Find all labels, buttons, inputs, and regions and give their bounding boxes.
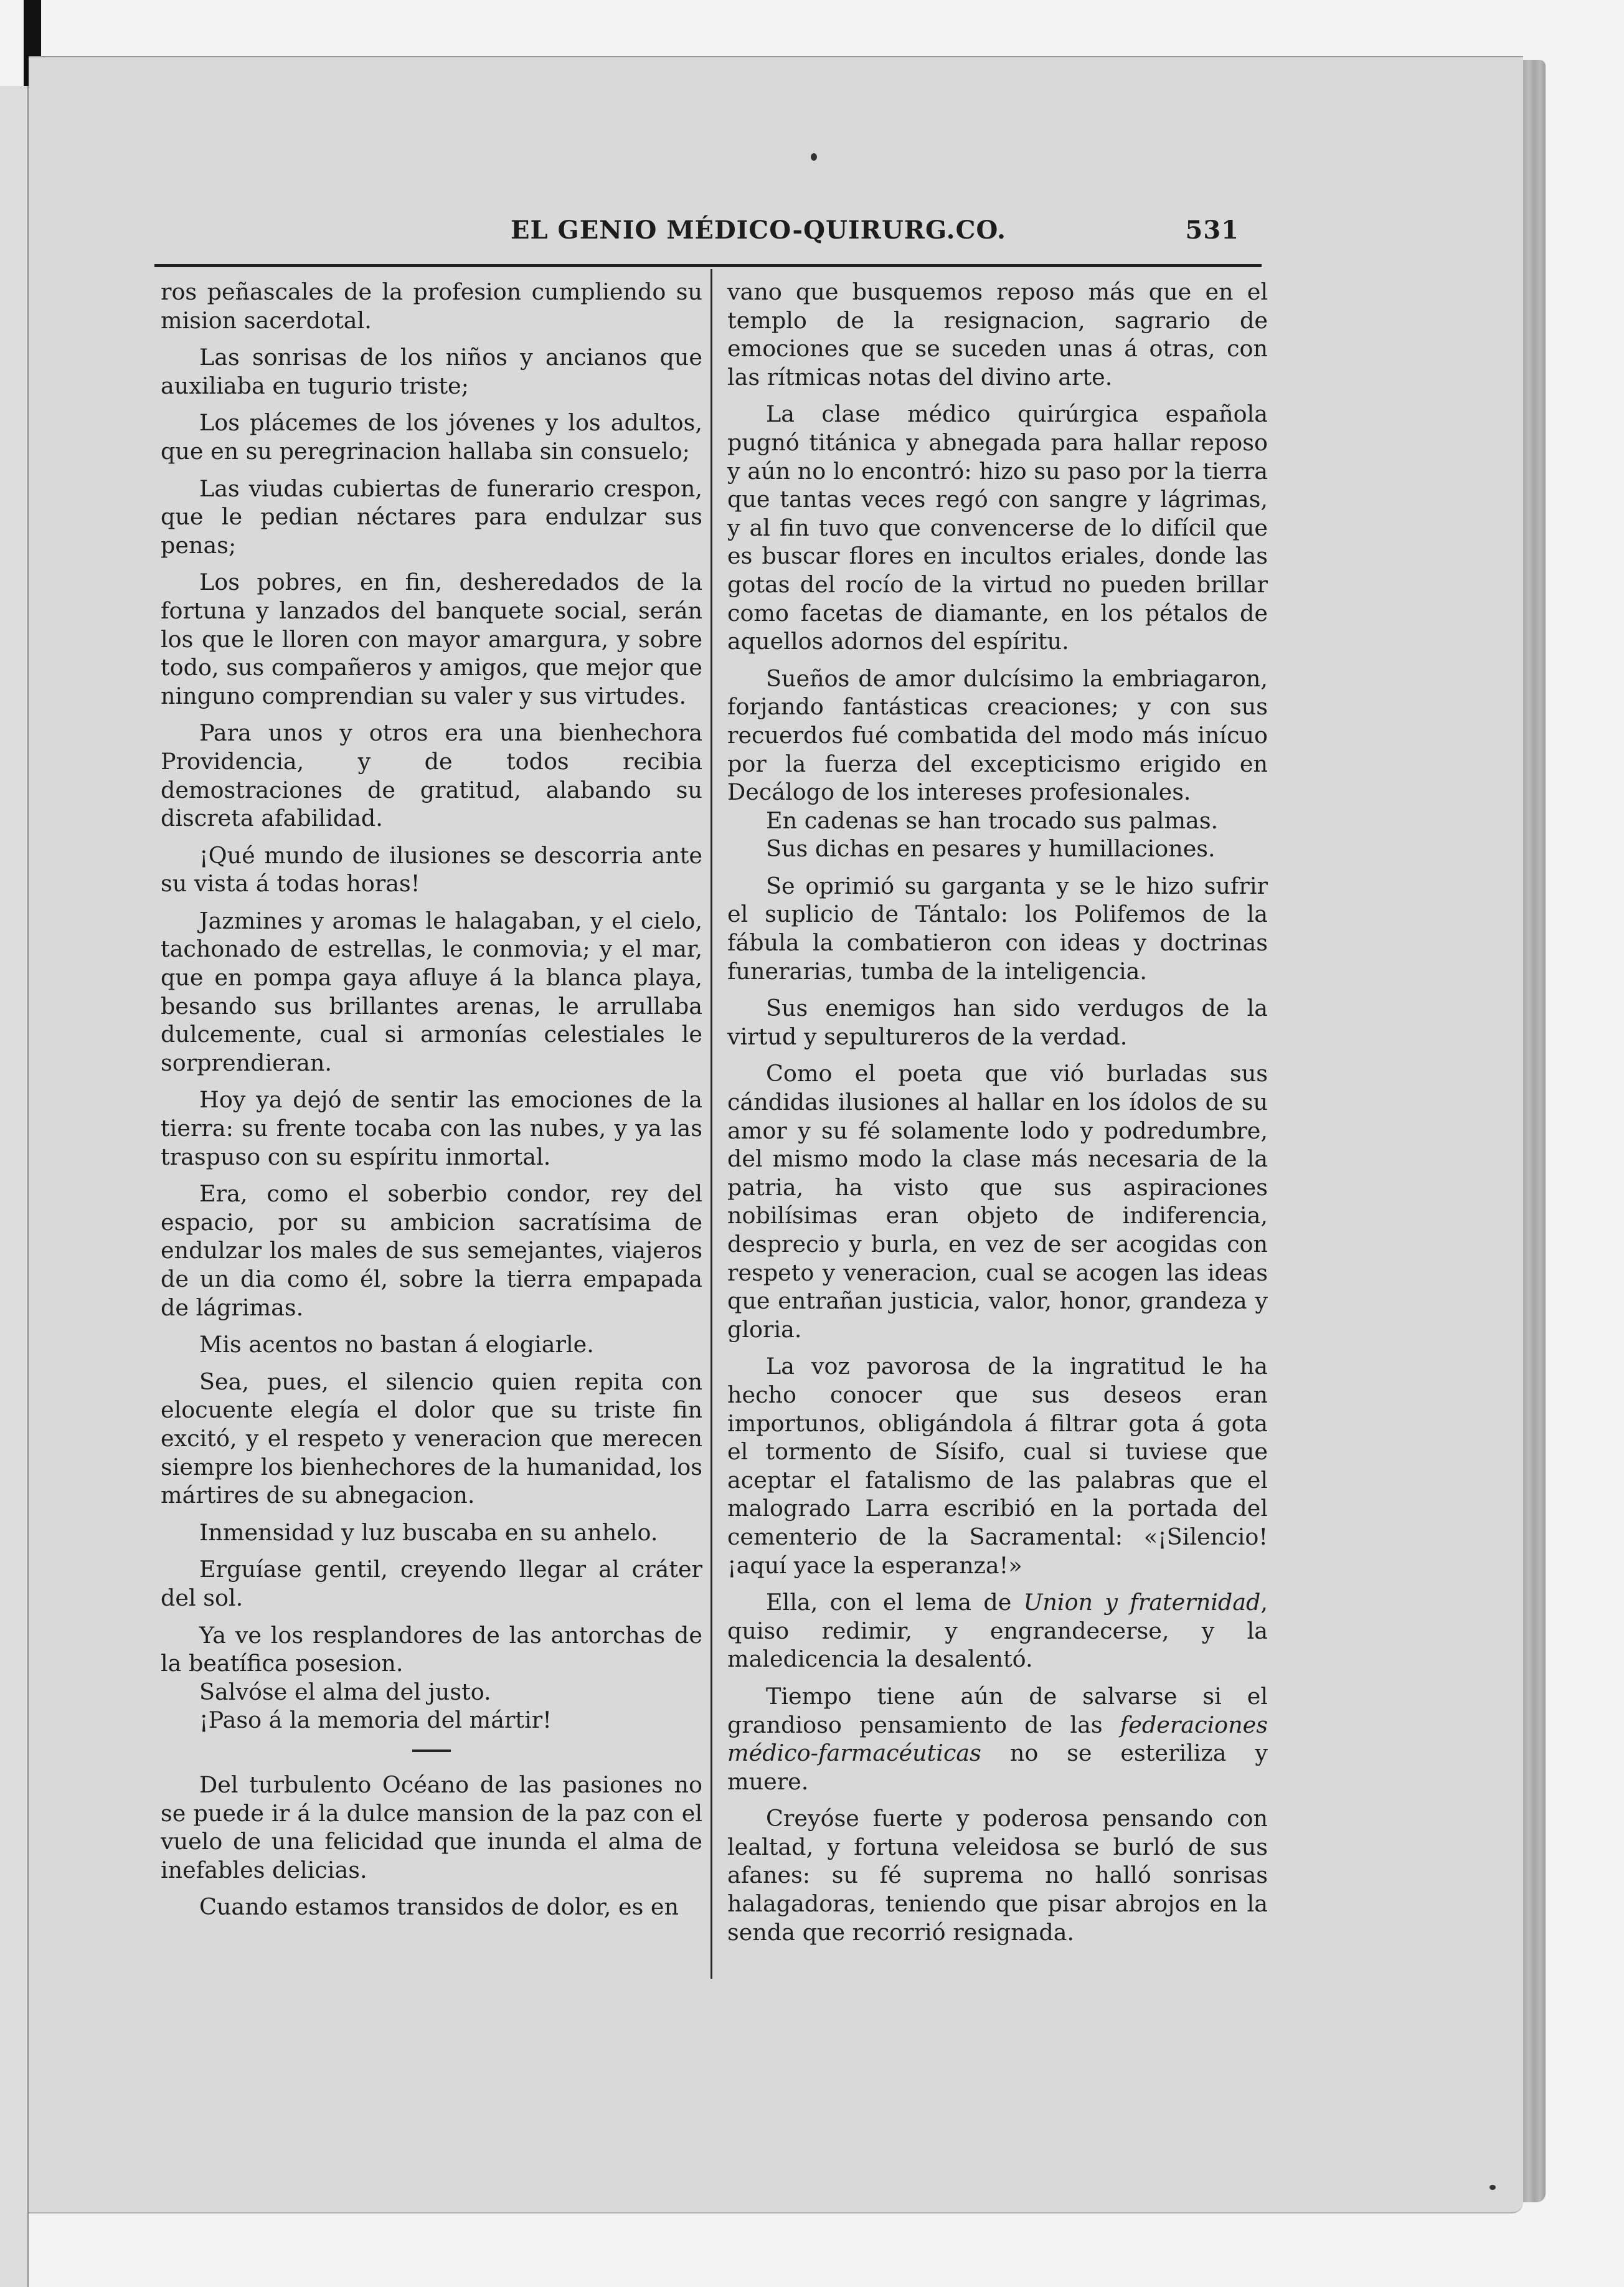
paragraph: Las sonrisas de los niños y ancianos que auxiliaba en tugurio triste;: [161, 344, 702, 399]
paper-speck: [1489, 2185, 1496, 2190]
facing-page-edge: [0, 86, 29, 2287]
text-run: Tiempo tiene aún de salvarse si el grandioso pensamiento de las: [727, 1682, 1268, 1738]
paragraph: Ya ve los resplandores de las antorchas de la beatífica posesion.: [161, 1621, 702, 1677]
paragraph: Los plácemes de los jóvenes y los adultos, que en su peregrinacion hallaba sin consuelo;: [161, 409, 702, 465]
emphasis: federaciones médico-farmacéuticas: [727, 1711, 1268, 1767]
paragraph: Del turbulento Océano de las pasiones no se puede ir á la dulce mansion de la paz con el vuelo de una felicidad que inunda el alma de inefables delicias.: [161, 1771, 702, 1883]
paper-speck: [811, 153, 817, 161]
text-run: Ella, con el lema de: [766, 1589, 1024, 1616]
paragraph: Mis acentos no bastan á elogiarle.: [199, 1331, 594, 1358]
text-run: , quiso redimir, y engrandecerse, y la maledicencia la desalentó.: [727, 1589, 1268, 1673]
paragraph: La voz pavorosa de la ingratitud le ha hecho conocer que sus deseos eran importunos, obligándola á filtrar gota á gota el tormento de Sísifo, cual si tuviese que aceptar el fatalismo de las palabras que el malogrado Larra escribió en la portada del cementerio de la Sacramental: «¡Silencio! ¡aquí yace la esperanza!»: [727, 1353, 1268, 1579]
page-stack-edge: [1523, 60, 1546, 2202]
paragraph: [727, 1588, 1268, 1674]
paragraph: Salvóse el alma del justo.: [199, 1678, 491, 1705]
paragraph: En cadenas se han trocado sus palmas.: [766, 807, 1219, 834]
paragraph: Creyóse fuerte y poderosa pensando con lealtad, y fortuna veleidosa se burló de sus afanes: su fé suprema no halló sonrisas halagadoras, teniendo que pisar abrojos en la senda que recorrió resignada.: [727, 1805, 1268, 1946]
paragraph: Los pobres, en fin, desheredados de la fortuna y lanzados del banquete social, serán los que le lloren con mayor amargura, y sobre todo, sus compañeros y amigos, que mejor que ninguno comprendian su valer y sus virtudes.: [161, 569, 702, 709]
left-column: [161, 278, 702, 1921]
paragraph: Erguíase gentil, creyendo llegar al cráter del sol.: [161, 1556, 702, 1611]
section-separator: [412, 1750, 451, 1752]
paragraph: Se oprimió su garganta y se le hizo sufrir el suplicio de Tántalo: los Polifemos de la fábula la combatieron con ideas y doctrinas funerarias, tumba de la inteligencia.: [727, 872, 1268, 985]
paragraph: Sus enemigos han sido verdugos de la virtud y sepultureros de la verdad.: [727, 995, 1268, 1050]
paragraph: Cuando estamos transidos de dolor, es en: [199, 1893, 679, 1921]
paragraph: Era, como el soberbio condor, rey del espacio, por su ambicion sacratísima de endulzar los males de sus semejantes, viajeros de un dia como él, sobre la tierra empapada de lágrimas.: [161, 1180, 702, 1321]
paragraph: Sea, pues, el silencio quien repita con elocuente elegía el dolor que su triste fin excitó, y el respeto y veneracion que merecen siempre los bienhechores de la humanidad, los mártires de su abnegacion.: [161, 1368, 702, 1509]
header-rule: [154, 264, 1262, 267]
journal-title: EL GENIO MÉDICO-QUIRURG.CO.: [511, 215, 1006, 245]
paragraph: Como el poeta que vió burladas sus cándidas ilusiones al hallar en los ídolos de su amor y su fé solamente lodo y podredumbre, del mismo modo la clase más necesaria de la patria, ha visto que sus aspiraciones nobilísimas eran objeto de indiferencia, desprecio y burla, en vez de ser acogidas con respeto y veneracion, cual se acogen las ideas que entrañan justicia, valor, honor, grandeza y gloria.: [727, 1060, 1268, 1343]
emphasis: Union y fraternidad: [1023, 1589, 1261, 1616]
paragraph: ¡Paso á la memoria del mártir!: [199, 1707, 552, 1734]
paragraph: Las viudas cubiertas de funerario crespon, que le pedian néctares para endulzar sus penas;: [161, 475, 702, 559]
paragraph: Jazmines y aromas le halagaban, y el cielo, tachonado de estrellas, le conmovia; y el mar, que en pompa gaya afluye á la blanca playa, besando sus brillantes arenas, le arrullaba dulcemente, cual si armonías celestiales le sorprendieran.: [161, 907, 702, 1076]
column-divider: [710, 269, 712, 1979]
paragraph: Sus dichas en pesares y humillaciones.: [766, 835, 1216, 863]
paragraph: Inmensidad y luz buscaba en su anhelo.: [199, 1518, 658, 1546]
paragraph: ¡Qué mundo de ilusiones se descorria ante su vista á todas horas!: [161, 841, 702, 897]
paragraph: vano que busquemos reposo más que en el templo de la resignacion, sagrario de emociones que se suceden unas á otras, con las rítmicas notas del divino arte.: [727, 278, 1268, 391]
paragraph: [727, 1682, 1268, 1796]
right-column: [727, 278, 1268, 1946]
paragraph: ros peñascales de la profesion cumpliendo su mision sacerdotal.: [161, 278, 702, 334]
paragraph: Para unos y otros era una bienhechora Providencia, y de todos recibia demostraciones de gratitud, alabando su discreta afabilidad.: [161, 719, 702, 832]
paragraph: La clase médico quirúrgica española pugnó titánica y abnegada para hallar reposo y aún no lo encontró: hizo su paso por la tierra que tantas veces regó con sangre y lágrimas, y al fin tuvo que convencerse de lo difícil que es buscar flores en incultos eriales, donde las gotas del rocío de la virtud no pueden brillar como facetas de diamante, en los pétalos de aquellos adornos del espíritu.: [727, 400, 1268, 655]
paragraph: Hoy ya dejó de sentir las emociones de la tierra: su frente tocaba con las nubes, y ya las traspuso con su espíritu inmortal.: [161, 1086, 702, 1170]
running-header: [511, 215, 1239, 247]
page-number: 531: [1185, 215, 1239, 245]
paragraph: Sueños de amor dulcísimo la embriagaron, forjando fantásticas creaciones; y con sus recuerdos fué combatida del modo más inícuo por la fuerza del excepticismo erigido en Decálogo de los intereses profesionales.: [727, 665, 1268, 806]
text-run: no se esteriliza y muere.: [727, 1740, 1268, 1795]
